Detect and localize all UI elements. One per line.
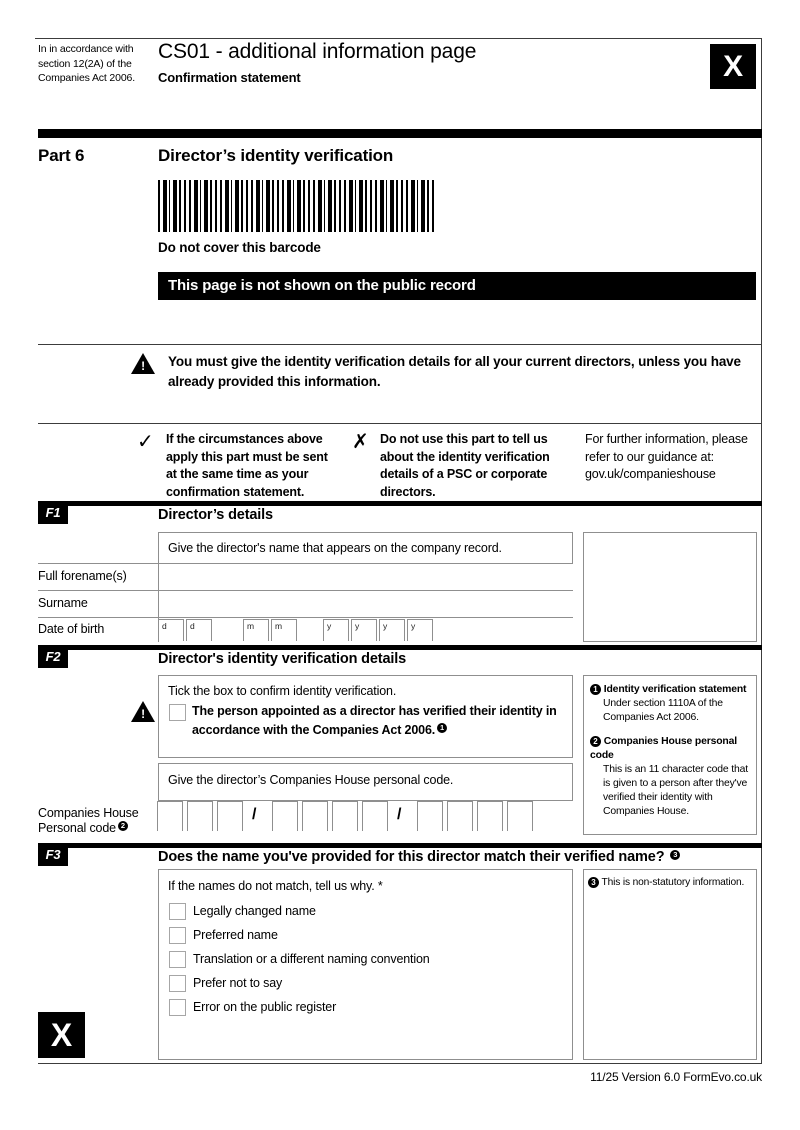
- code-char-box[interactable]: [302, 801, 328, 831]
- part-label: Part 6: [38, 146, 85, 165]
- bottom-mark: X: [38, 1012, 85, 1058]
- public-record-banner: This page is not shown on the public record: [158, 272, 756, 300]
- option-label: Translation or a different naming convention: [193, 952, 430, 966]
- personal-code-label-line2: Personal code 2: [38, 821, 128, 835]
- option-checkbox-legally-changed-name[interactable]: [169, 903, 186, 920]
- f1-section-label: F1: [38, 501, 68, 524]
- f1-hint: Give the director's name that appears on the company record.: [168, 541, 502, 555]
- code-char-box[interactable]: [362, 801, 388, 831]
- warning-icon: !: [131, 701, 155, 722]
- option-label: Preferred name: [193, 928, 278, 942]
- surname-input[interactable]: [160, 591, 572, 616]
- option-label: Prefer not to say: [193, 976, 283, 990]
- dob-label: Date of birth: [38, 622, 105, 636]
- top-rule: [35, 38, 761, 39]
- note-ref-2: 2: [118, 821, 128, 831]
- note-ref-3: 3: [588, 877, 599, 888]
- f2-statement-box: [158, 675, 573, 758]
- guidance-dont-text: Do not use this part to tell us about the identity verification details of a PSC or corporate directors.: [380, 432, 550, 499]
- f2-title: Director's identity verification details: [158, 651, 407, 667]
- guidance-info-text: For further information, please refer to our guidance at: gov.uk/companieshouse: [585, 432, 748, 481]
- f2-section-bar: [38, 645, 762, 650]
- code-char-box[interactable]: [272, 801, 298, 831]
- note-personal-code: 2 Companies House personal code This is an 11 character code that is given to a person after they've verified their identity with Companies House.: [590, 736, 749, 818]
- code-char-box[interactable]: [417, 801, 443, 831]
- note-identity-verification: 1 Identity verification statement Under section 1110A of the Companies Act 2006.: [590, 683, 750, 725]
- code-char-box[interactable]: [477, 801, 503, 831]
- footer-rule: [38, 1063, 762, 1064]
- dob-day-box[interactable]: d: [186, 619, 212, 641]
- dob-year-box[interactable]: y: [323, 619, 349, 641]
- code-char-box[interactable]: [157, 801, 183, 831]
- f2-tick-hint: Tick the box to confirm identity verification.: [168, 684, 397, 698]
- identity-verified-checkbox[interactable]: [169, 704, 186, 721]
- surname-label: Surname: [38, 596, 88, 610]
- personal-code-label-line1: Companies House: [38, 806, 139, 820]
- f3-options-box: [158, 869, 573, 1060]
- f1-side-note-box: [583, 532, 757, 642]
- note-ref-1: 1: [437, 723, 447, 733]
- f1-hint-box: [158, 532, 573, 563]
- dob-month-box[interactable]: m: [271, 619, 297, 641]
- right-rule: [761, 38, 762, 1064]
- footer-version-text: 11/25 Version 6.0 FormEvo.co.uk: [590, 1070, 762, 1084]
- row-line: [38, 617, 573, 618]
- code-char-box[interactable]: [332, 801, 358, 831]
- guidance-do-text: If the circumstances above apply this part must be sent at the same time as your confirmation statement.: [166, 432, 328, 499]
- forename-input[interactable]: [160, 564, 572, 589]
- cross-icon: ✗: [352, 431, 369, 453]
- code-char-box[interactable]: [507, 801, 533, 831]
- code-char-box[interactable]: [187, 801, 213, 831]
- corner-mark: X: [710, 44, 756, 89]
- f3-section-bar: [38, 843, 762, 848]
- note-ref-2: 2: [590, 736, 601, 747]
- rule: [38, 344, 762, 345]
- f1-section-bar: [38, 501, 762, 506]
- code-char-box[interactable]: [217, 801, 243, 831]
- option-checkbox-preferred-name[interactable]: [169, 927, 186, 944]
- part-title: Director’s identity verification: [158, 146, 394, 165]
- note-non-statutory: 3 This is non-statutory information.: [588, 876, 752, 890]
- barcode-image: [158, 180, 436, 232]
- option-checkbox-error-on-register[interactable]: [169, 999, 186, 1016]
- option-label: Legally changed name: [193, 904, 316, 918]
- f3-hint: If the names do not match, tell us why. *: [168, 879, 383, 893]
- barcode-caption: Do not cover this barcode: [158, 240, 321, 255]
- page-title: CS01 - additional information page: [158, 40, 477, 63]
- f3-title: Does the name you've provided for this director match their verified name? 3: [158, 849, 680, 865]
- option-checkbox-prefer-not-to-say[interactable]: [169, 975, 186, 992]
- check-icon: ✓: [137, 431, 154, 453]
- f2-statement-text: The person appointed as a director has verified their identity in accordance with the Companies Act 2006. 1: [192, 704, 557, 737]
- dob-day-box[interactable]: d: [158, 619, 184, 641]
- f2-code-hint: Give the director’s Companies House personal code.: [168, 773, 454, 787]
- code-slash: /: [252, 806, 257, 823]
- f3-side-note-box: [583, 869, 757, 1060]
- code-slash: /: [397, 806, 402, 823]
- option-label: Error on the public register: [193, 1000, 337, 1014]
- forename-label: Full forename(s): [38, 569, 127, 583]
- f3-section-label: F3: [38, 843, 68, 866]
- f2-side-note-box: [583, 675, 757, 835]
- f2-code-hint-box: [158, 763, 573, 801]
- page-subtitle: Confirmation statement: [158, 70, 301, 85]
- note-ref-1: 1: [590, 684, 601, 695]
- rule: [38, 423, 762, 424]
- note-ref-3: 3: [670, 850, 680, 860]
- dob-year-box[interactable]: y: [407, 619, 433, 641]
- code-char-box[interactable]: [447, 801, 473, 831]
- warning-icon: !: [131, 353, 155, 374]
- dob-year-box[interactable]: y: [379, 619, 405, 641]
- statute-note: In in accordance with section 12(2A) of the Companies Act 2006.: [38, 43, 135, 85]
- dob-month-box[interactable]: m: [243, 619, 269, 641]
- option-checkbox-translation[interactable]: [169, 951, 186, 968]
- f1-title: Director’s details: [158, 507, 273, 523]
- warning-text: You must give the identity verification details for all your current directors, unless you have already provided this information.: [168, 354, 741, 389]
- dob-year-box[interactable]: y: [351, 619, 377, 641]
- section-divider-bar: [38, 129, 762, 138]
- f2-section-label: F2: [38, 645, 68, 668]
